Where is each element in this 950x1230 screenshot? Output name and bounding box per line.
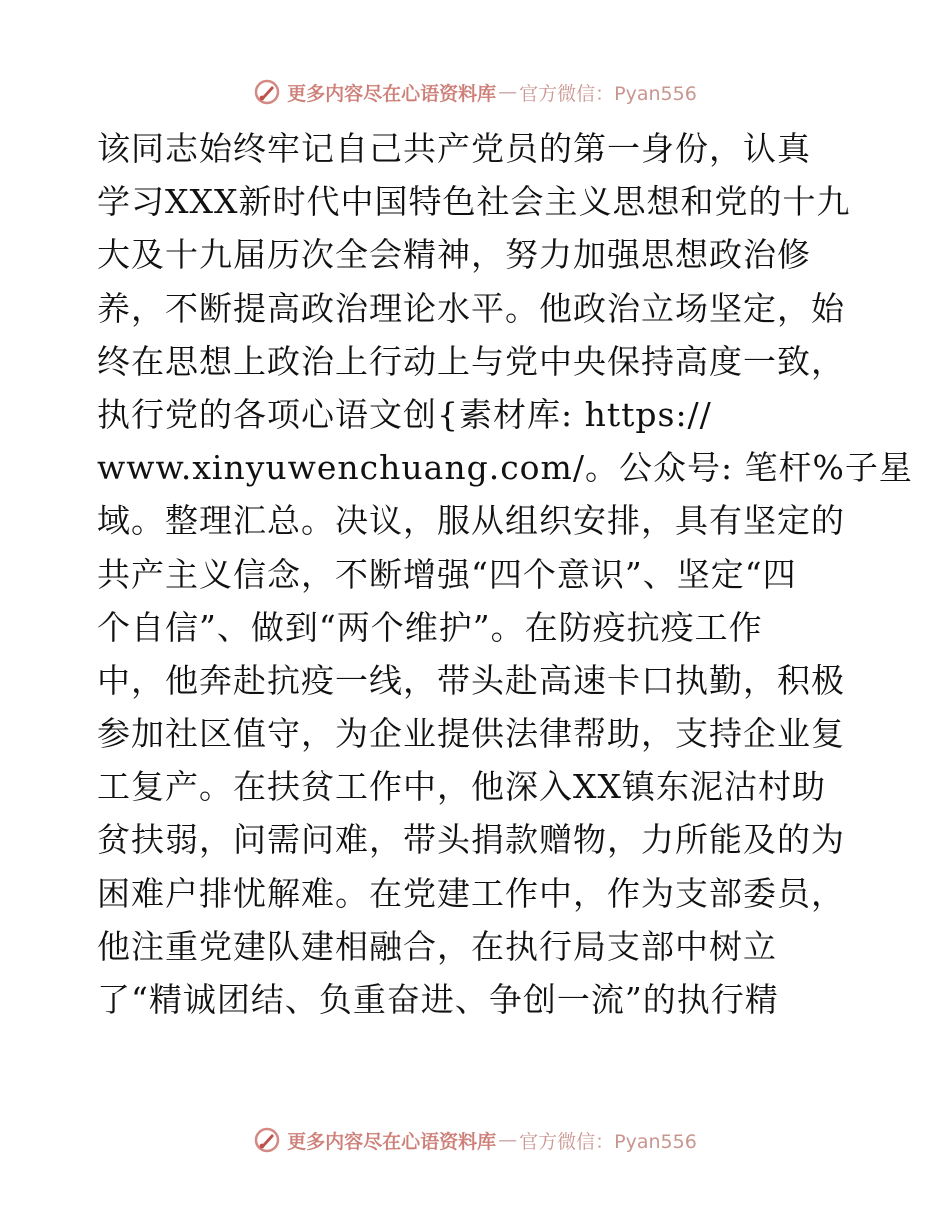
text-line: 该同志始终牢记自己共产党员的第一身份，认真 [97, 129, 811, 168]
text-line: 大及十九届历次全会精神，努力加强思想政治修 [97, 235, 811, 275]
text-line: 执行党的各项心语文创{素材库: https:// [97, 394, 712, 434]
text-line: 共产主义信念，不断增强“四个意识”、坚定“四 [97, 554, 797, 594]
text-line: 困难户排忧解难。在党建工作中，作为支部委员， [97, 873, 845, 913]
watermark-separator: — [498, 81, 518, 103]
text-line: www.xinyuwenchuang.com/。公众号: 笔杆%子星 [97, 448, 913, 488]
text-line: 中，他奔赴抗疫一线，带头赴高速卡口执勤，积极 [97, 660, 845, 700]
watermark-text: 更多内容尽在心语资料库 [287, 82, 497, 105]
watermark-contact: 官方微信：Pyan556 [519, 82, 697, 105]
watermark-separator: — [498, 1129, 518, 1151]
watermark-contact: 官方微信：Pyan556 [519, 1130, 697, 1153]
text-line: 贫扶弱，问需问难，带头捐款赠物，力所能及的为 [97, 820, 845, 860]
watermark-text: 更多内容尽在心语资料库 [287, 1130, 497, 1153]
text-line: 他注重党建队建相融合，在执行局支部中树立 [97, 926, 777, 966]
text-line: 参加社区值守，为企业提供法律帮助，支持企业复 [97, 714, 845, 754]
text-line: 域。整理汇总。决议，服从组织安排，具有坚定的 [97, 501, 845, 541]
text-line: 学习XXX新时代中国特色社会主义思想和党的十九 [97, 182, 851, 222]
brush-logo-icon [253, 1126, 281, 1154]
header-watermark [0, 72, 950, 112]
footer-watermark [0, 1120, 950, 1160]
text-line: 终在思想上政治上行动上与党中央保持高度一致， [97, 341, 845, 381]
text-line: 个自信”、做到“两个维护”。在防疫抗疫工作 [97, 607, 763, 647]
brush-logo-icon [253, 78, 281, 106]
text-line: 了“精诚团结、负重奋进、争创一流”的执行精 [97, 980, 779, 1019]
text-line: 养，不断提高政治理论水平。他政治立场坚定，始 [97, 288, 845, 328]
document-paragraph [97, 122, 913, 1026]
text-line: 工复产。在扶贫工作中，他深入XX镇东泥沽村助 [97, 767, 826, 807]
